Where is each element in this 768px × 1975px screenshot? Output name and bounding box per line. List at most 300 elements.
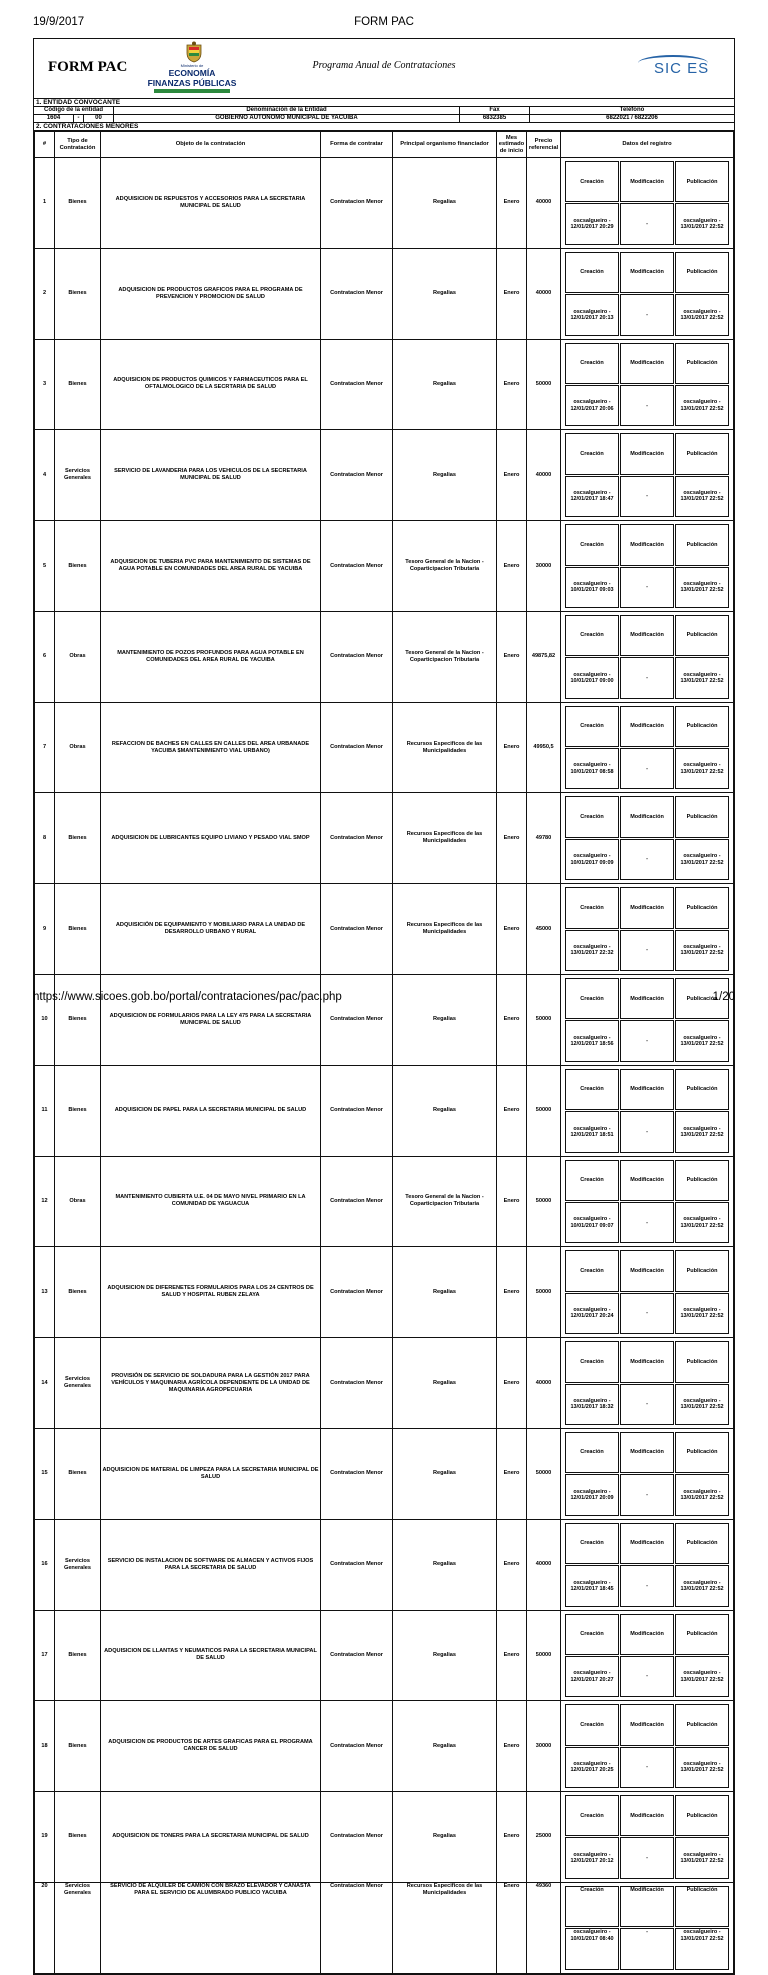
registro-published-label: Publicación [675,1341,729,1382]
row-mes: Enero [497,430,527,521]
table-row [35,1156,734,1247]
row-objeto: PROVISIÓN DE SERVICIO DE SOLDADURA PARA LA GESTIÓN 2017 PARA VEHÍCULOS Y MAQUINARIA AGRÍCOLA DEPENDIENTE DE LA UNIDAD DE MAQUINARIA AGROPECUARIA [101,1338,321,1429]
contrataciones-table [34,131,734,1974]
registro-created-value: oscsalgueiro - 10/01/2017 08:40 [565,1928,619,1969]
row-tipo: Bienes [55,521,101,612]
row-financiador: Regalias [393,975,497,1066]
row-registro [561,1701,734,1792]
registro-published-value: oscsalgueiro - 13/01/2017 22:52 [675,203,729,244]
table-row [35,1247,734,1338]
row-objeto: ADQUISICION DE MATERIAL DE LIMPEZA PARA LA SECRETARIA MUNICIPAL DE SALUD [101,1428,321,1519]
registro-published-label: Publicación [675,343,729,384]
registro-table [564,1613,730,1699]
table-row [35,611,734,702]
row-financiador: Recursos Especificos de las Municipalidades [393,1882,497,1973]
registro-published-label: Publicación [675,1614,729,1655]
registro-published-label: Publicación [675,252,729,293]
row-financiador: Tesoro General de la Nacion - Coparticipacion Tributaria [393,521,497,612]
row-registro [561,611,734,702]
registro-published-label: Publicación [675,796,729,837]
row-objeto: ADQUISICION DE TUBERIA PVC PARA MANTENIMIENTO DE SISTEMAS DE AGUA POTABLE EN COMUNIDADES DEL AREA RURAL DE YACUIBA [101,521,321,612]
registro-modified-label: Modificación [620,1069,674,1110]
registro-modified-label: Modificación [620,252,674,293]
row-precio: 50000 [527,975,561,1066]
row-forma: Contratacion Menor [321,1247,393,1338]
code-sep: - [74,115,84,122]
registro-modified-label: Modificación [620,161,674,202]
row-mes: Enero [497,1338,527,1429]
registro-created-label: Creación [565,706,619,747]
print-footer [33,991,735,1005]
row-financiador: Regalias [393,1610,497,1701]
row-precio: 40000 [527,1519,561,1610]
row-forma: Contratacion Menor [321,521,393,612]
row-forma: Contratacion Menor [321,975,393,1066]
col-header-financiador: Principal organismo financiador [393,132,497,158]
registro-table [564,160,730,246]
registro-published-value: oscsalgueiro - 13/01/2017 22:52 [675,930,729,971]
row-registro [561,1338,734,1429]
row-tipo: Bienes [55,1247,101,1338]
row-objeto: MANTENIMIENTO DE POZOS PROFUNDOS PARA AGUA POTABLE EN COMUNIDADES DEL AREA RURAL DE YACUIBA [101,611,321,702]
row-mes: Enero [497,1701,527,1792]
registro-modified-label: Modificación [620,1886,674,1927]
row-mes: Enero [497,521,527,612]
row-registro [561,1610,734,1701]
registro-published-value: oscsalgueiro - 13/01/2017 22:52 [675,1747,729,1788]
registro-published-value: oscsalgueiro - 13/01/2017 22:52 [675,1111,729,1152]
registro-created-value: oscsalgueiro - 12/01/2017 20:12 [565,1837,619,1878]
row-number: 12 [35,1156,55,1247]
row-number: 1 [35,158,55,249]
row-financiador: Regalias [393,1701,497,1792]
row-number: 18 [35,1701,55,1792]
row-forma: Contratacion Menor [321,702,393,793]
registro-modified-value: - [620,1837,674,1878]
row-financiador: Recursos Especificos de las Municipalidades [393,793,497,884]
registro-table [564,795,730,881]
row-registro [561,793,734,884]
registro-created-value: oscsalgueiro - 13/01/2017 22:32 [565,930,619,971]
row-number: 2 [35,248,55,339]
row-forma: Contratacion Menor [321,1701,393,1792]
table-row [35,339,734,430]
row-number: 5 [35,521,55,612]
row-financiador: Regalias [393,1247,497,1338]
row-forma: Contratacion Menor [321,339,393,430]
row-registro [561,702,734,793]
row-number: 7 [35,702,55,793]
row-mes: Enero [497,1428,527,1519]
row-tipo: Bienes [55,793,101,884]
row-registro [561,430,734,521]
registro-table [564,705,730,791]
registro-table [564,523,730,609]
registro-modified-value: - [620,748,674,789]
registro-modified-label: Modificación [620,796,674,837]
row-precio: 30000 [527,521,561,612]
registro-table [564,1431,730,1517]
registro-published-label: Publicación [675,524,729,565]
phone-value: 6822021 / 6822206 [606,115,658,121]
row-objeto: ADQUISICION DE PRODUCTOS QUIMICOS Y FARMACEUTICOS PARA EL OFTALMOLOGICO DE LA SECRTARIA DE SALUD [101,339,321,430]
table-row [35,884,734,975]
row-financiador: Recursos Especificos de las Municipalidades [393,884,497,975]
code1-value: 1604 [34,115,74,122]
table-row [35,1428,734,1519]
row-mes: Enero [497,1792,527,1883]
row-tipo: Bienes [55,975,101,1066]
registro-published-value: oscsalgueiro - 13/01/2017 22:52 [675,839,729,880]
row-mes: Enero [497,1247,527,1338]
row-number: 14 [35,1338,55,1429]
registro-published-label: Publicación [675,1432,729,1473]
registro-table [564,1794,730,1880]
sicoes-logo-text: SIC ES [654,60,710,77]
row-mes: Enero [497,1065,527,1156]
row-precio: 25000 [527,1792,561,1883]
row-number: 20 [35,1882,55,1973]
col-header-num: # [35,132,55,158]
row-precio: 50000 [527,1428,561,1519]
row-number: 11 [35,1065,55,1156]
registro-created-label: Creación [565,1432,619,1473]
registro-modified-label: Modificación [620,887,674,928]
registro-modified-value: - [620,839,674,880]
registro-published-value: oscsalgueiro - 13/01/2017 22:52 [675,1474,729,1515]
row-mes: Enero [497,339,527,430]
row-number: 9 [35,884,55,975]
registro-table [564,432,730,518]
row-registro [561,1519,734,1610]
registro-table [564,1522,730,1608]
row-mes: Enero [497,248,527,339]
row-forma: Contratacion Menor [321,1882,393,1973]
table-row [35,1882,734,1973]
registro-modified-value: - [620,385,674,426]
registro-created-value: oscsalgueiro - 10/01/2017 08:58 [565,748,619,789]
code2-value: 00 [84,115,114,122]
registro-created-value: oscsalgueiro - 12/01/2017 20:09 [565,1474,619,1515]
registro-table [564,977,730,1063]
registro-modified-label: Modificación [620,1704,674,1745]
row-registro [561,158,734,249]
row-forma: Contratacion Menor [321,1610,393,1701]
row-forma: Contratacion Menor [321,1519,393,1610]
section-contrataciones-title: 2. CONTRATACIONES MENORES [34,123,734,131]
row-registro [561,339,734,430]
registro-modified-value: - [620,1656,674,1697]
footer-url: https://www.sicoes.gob.bo/portal/contrataciones/pac/pac.php [33,991,342,1003]
form-title: FORM PAC [48,59,128,75]
col-header-tipo: Tipo de Contratación [55,132,101,158]
registro-published-label: Publicación [675,433,729,474]
registro-created-label: Creación [565,1160,619,1201]
row-forma: Contratacion Menor [321,1065,393,1156]
row-objeto: SERVICIO DE LAVANDERIA PARA LOS VEHICULOS DE LA SECRETARIA MUNICIPAL DE SALUD [101,430,321,521]
row-tipo: Obras [55,702,101,793]
row-precio: 49780 [527,793,561,884]
row-registro [561,975,734,1066]
row-precio: 30000 [527,1701,561,1792]
row-forma: Contratacion Menor [321,248,393,339]
registro-table [564,251,730,337]
registro-modified-label: Modificación [620,706,674,747]
row-mes: Enero [497,611,527,702]
row-registro [561,1065,734,1156]
registro-published-label: Publicación [675,887,729,928]
row-financiador: Regalias [393,1338,497,1429]
row-forma: Contratacion Menor [321,884,393,975]
registro-published-value: oscsalgueiro - 13/01/2017 22:52 [675,1837,729,1878]
name-label: Denominación de la Entidad [114,107,460,114]
registro-modified-value: - [620,476,674,517]
row-number: 19 [35,1792,55,1883]
registro-published-value: oscsalgueiro - 13/01/2017 22:52 [675,567,729,608]
row-precio: 40000 [527,1338,561,1429]
row-precio: 45000 [527,884,561,975]
registro-published-value: oscsalgueiro - 13/01/2017 22:52 [675,1202,729,1243]
registro-modified-value: - [620,1928,674,1969]
registro-modified-label: Modificación [620,978,674,1019]
registro-created-label: Creación [565,1704,619,1745]
registro-created-value: oscsalgueiro - 12/01/2017 20:13 [565,294,619,335]
registro-published-label: Publicación [675,1704,729,1745]
registro-published-value: oscsalgueiro - 13/01/2017 22:52 [675,1928,729,1969]
registro-modified-label: Modificación [620,1341,674,1382]
row-registro [561,1792,734,1883]
registro-created-label: Creación [565,615,619,656]
registro-modified-value: - [620,930,674,971]
registro-published-value: oscsalgueiro - 13/01/2017 22:52 [675,1656,729,1697]
row-mes: Enero [497,1519,527,1610]
row-number: 10 [35,975,55,1066]
row-financiador: Regalias [393,248,497,339]
registro-table [564,1340,730,1426]
registro-created-label: Creación [565,524,619,565]
registro-created-label: Creación [565,1069,619,1110]
row-mes: Enero [497,1610,527,1701]
registro-created-value: oscsalgueiro - 10/01/2017 09:07 [565,1202,619,1243]
row-precio: 40000 [527,158,561,249]
row-number: 3 [35,339,55,430]
row-precio: 50000 [527,1065,561,1156]
program-title: Programa Anual de Contrataciones [312,60,456,71]
registro-published-label: Publicación [675,1250,729,1291]
registro-published-value: oscsalgueiro - 13/01/2017 22:52 [675,1565,729,1606]
print-date: 19/9/2017 [33,16,85,28]
row-registro [561,521,734,612]
table-row [35,1792,734,1883]
row-registro [561,1247,734,1338]
row-tipo: Obras [55,611,101,702]
row-number: 17 [35,1610,55,1701]
registro-created-label: Creación [565,887,619,928]
registro-table [564,1703,730,1789]
registro-published-label: Publicación [675,978,729,1019]
row-tipo: Bienes [55,1428,101,1519]
registro-created-label: Creación [565,343,619,384]
row-mes: Enero [497,1156,527,1247]
row-forma: Contratacion Menor [321,1428,393,1519]
row-tipo: Servicios Generales [55,1882,101,1973]
registro-created-value: oscsalgueiro - 12/01/2017 20:06 [565,385,619,426]
row-forma: Contratacion Menor [321,611,393,702]
registro-created-label: Creación [565,796,619,837]
row-financiador: Tesoro General de la Nacion - Coparticipacion Tributaria [393,1156,497,1247]
registro-created-value: oscsalgueiro - 12/01/2017 20:27 [565,1656,619,1697]
row-objeto: ADQUISICION DE PRODUCTOS GRAFICOS PARA EL PROGRAMA DE PREVENCION Y PROMOCION DE SALUD [101,248,321,339]
registro-published-label: Publicación [675,706,729,747]
table-row [35,702,734,793]
row-financiador: Regalias [393,1065,497,1156]
registro-published-label: Publicación [675,1523,729,1564]
registro-table [564,1068,730,1154]
registro-modified-label: Modificación [620,524,674,565]
col-header-registro: Datos del registro [561,132,734,158]
registro-modified-value: - [620,1565,674,1606]
name-value: GOBIERNO AUTONOMO MUNICIPAL DE YACUIBA [114,115,460,122]
row-tipo: Bienes [55,1701,101,1792]
footer-page-number: 1/20 [712,991,735,1003]
table-row [35,1701,734,1792]
row-number: 8 [35,793,55,884]
registro-modified-label: Modificación [620,1250,674,1291]
registro-published-label: Publicación [675,1160,729,1201]
registro-published-value: oscsalgueiro - 13/01/2017 22:52 [675,748,729,789]
col-header-objeto: Objeto de la contratación [101,132,321,158]
registro-modified-value: - [620,1384,674,1425]
registro-table [564,1885,730,1971]
registro-created-value: oscsalgueiro - 12/01/2017 18:56 [565,1020,619,1061]
registro-created-value: oscsalgueiro - 10/01/2017 09:00 [565,657,619,698]
registro-published-value: oscsalgueiro - 13/01/2017 22:52 [675,1384,729,1425]
row-tipo: Bienes [55,1792,101,1883]
row-precio: 50000 [527,1156,561,1247]
row-number: 15 [35,1428,55,1519]
registro-created-value: oscsalgueiro - 12/01/2017 18:51 [565,1111,619,1152]
registro-published-label: Publicación [675,1069,729,1110]
row-financiador: Regalias [393,1519,497,1610]
row-registro [561,1428,734,1519]
registro-created-label: Creación [565,978,619,1019]
registro-created-label: Creación [565,252,619,293]
row-tipo: Bienes [55,1065,101,1156]
table-row [35,521,734,612]
fax-value: 6832385 [460,115,530,122]
row-financiador: Recursos Especificos de las Municipalidades [393,702,497,793]
row-tipo: Bienes [55,339,101,430]
registro-published-value: oscsalgueiro - 13/01/2017 22:52 [675,385,729,426]
registro-modified-label: Modificación [620,1795,674,1836]
registro-published-value: oscsalgueiro - 13/01/2017 22:52 [675,657,729,698]
row-objeto: ADQUISICION DE LLANTAS Y NEUMATICOS PARA LA SECRETARIA MUNICIPAL DE SALUD [101,1610,321,1701]
row-precio: 50000 [527,1610,561,1701]
table-row [35,793,734,884]
registro-modified-value: - [620,203,674,244]
row-objeto: ADQUISICION DE LUBRICANTES EQUIPO LIVIANO Y PESADO VIAL SMOP [101,793,321,884]
registro-modified-label: Modificación [620,1432,674,1473]
row-mes: Enero [497,793,527,884]
registro-created-label: Creación [565,1341,619,1382]
registro-created-value: oscsalgueiro - 10/01/2017 09:03 [565,567,619,608]
sicoes-logo [626,53,716,85]
row-mes: Enero [497,975,527,1066]
registro-modified-value: - [620,1111,674,1152]
row-objeto: SERVICIO DE INSTALACION DE SOFTWARE DE ALMACEN Y ACTIVOS FIJOS PARA LA SECRETARIA DE SALUD [101,1519,321,1610]
registro-modified-label: Modificación [620,433,674,474]
form-header [34,39,734,99]
row-mes: Enero [497,884,527,975]
registro-published-value: oscsalgueiro - 13/01/2017 22:52 [675,1293,729,1334]
fax-label: Fax [460,107,530,114]
entidad-value-row [34,115,734,123]
row-number: 6 [35,611,55,702]
col-header-mes: Mes estimado de inicio [497,132,527,158]
row-tipo: Bienes [55,158,101,249]
phone-label: Teléfono [619,107,645,113]
row-registro [561,1882,734,1973]
registro-created-label: Creación [565,1250,619,1291]
row-precio: 50000 [527,1247,561,1338]
row-objeto: ADQUISICION DE FORMULARIOS PARA LA LEY 475 PARA LA SECRETARIA MUNICIPAL DE SALUD [101,975,321,1066]
row-tipo: Servicios Generales [55,430,101,521]
logo-ministry-text: Ministerio de [180,63,204,68]
row-financiador: Regalias [393,430,497,521]
row-forma: Contratacion Menor [321,430,393,521]
registro-published-label: Publicación [675,1795,729,1836]
registro-modified-label: Modificación [620,1523,674,1564]
row-objeto: SERVICIO DE ALQUILER DE CAMION CON BRAZO ELEVADOR Y CANASTA PARA EL SERVICIO DE ALUMBRADO PUBLICO YACUIBA [101,1882,321,1973]
registro-created-label: Creación [565,1886,619,1927]
registro-table [564,1249,730,1335]
registro-table [564,886,730,972]
row-precio: 40000 [527,430,561,521]
registro-modified-value: - [620,1020,674,1061]
row-number: 16 [35,1519,55,1610]
table-row [35,1610,734,1701]
registro-modified-label: Modificación [620,343,674,384]
col-header-precio: Precio referencial [527,132,561,158]
row-mes: Enero [497,702,527,793]
row-mes: Enero [497,1882,527,1973]
row-financiador: Regalias [393,339,497,430]
row-forma: Contratacion Menor [321,793,393,884]
row-forma: Contratacion Menor [321,1792,393,1883]
row-forma: Contratacion Menor [321,1156,393,1247]
registro-modified-label: Modificación [620,1614,674,1655]
row-objeto: ADQUISICION DE DIFERENETES FORMULARIOS PARA LOS 24 CENTROS DE SALUD Y HOSPITAL RUBEN ZELAYA [101,1247,321,1338]
row-forma: Contratacion Menor [321,158,393,249]
registro-modified-value: - [620,1202,674,1243]
row-objeto: ADQUISICION DE REPUESTOS Y ACCESORIOS PARA LA SECRETARIA MUNICIPAL DE SALUD [101,158,321,249]
logo-line2: FINANZAS PÚBLICAS [147,78,237,88]
registro-created-value: oscsalgueiro - 12/01/2017 20:25 [565,1747,619,1788]
registro-created-value: oscsalgueiro - 10/01/2017 09:09 [565,839,619,880]
registro-created-label: Creación [565,1614,619,1655]
row-precio: 49360 [527,1882,561,1973]
row-financiador: Regalias [393,158,497,249]
row-precio: 40000 [527,248,561,339]
registro-created-label: Creación [565,433,619,474]
registro-modified-value: - [620,1474,674,1515]
registro-created-value: oscsalgueiro - 12/01/2017 18:45 [565,1565,619,1606]
registro-published-value: oscsalgueiro - 13/01/2017 22:52 [675,1020,729,1061]
row-tipo: Bienes [55,1610,101,1701]
registro-created-label: Creación [565,1795,619,1836]
row-registro [561,1156,734,1247]
table-row [35,975,734,1066]
